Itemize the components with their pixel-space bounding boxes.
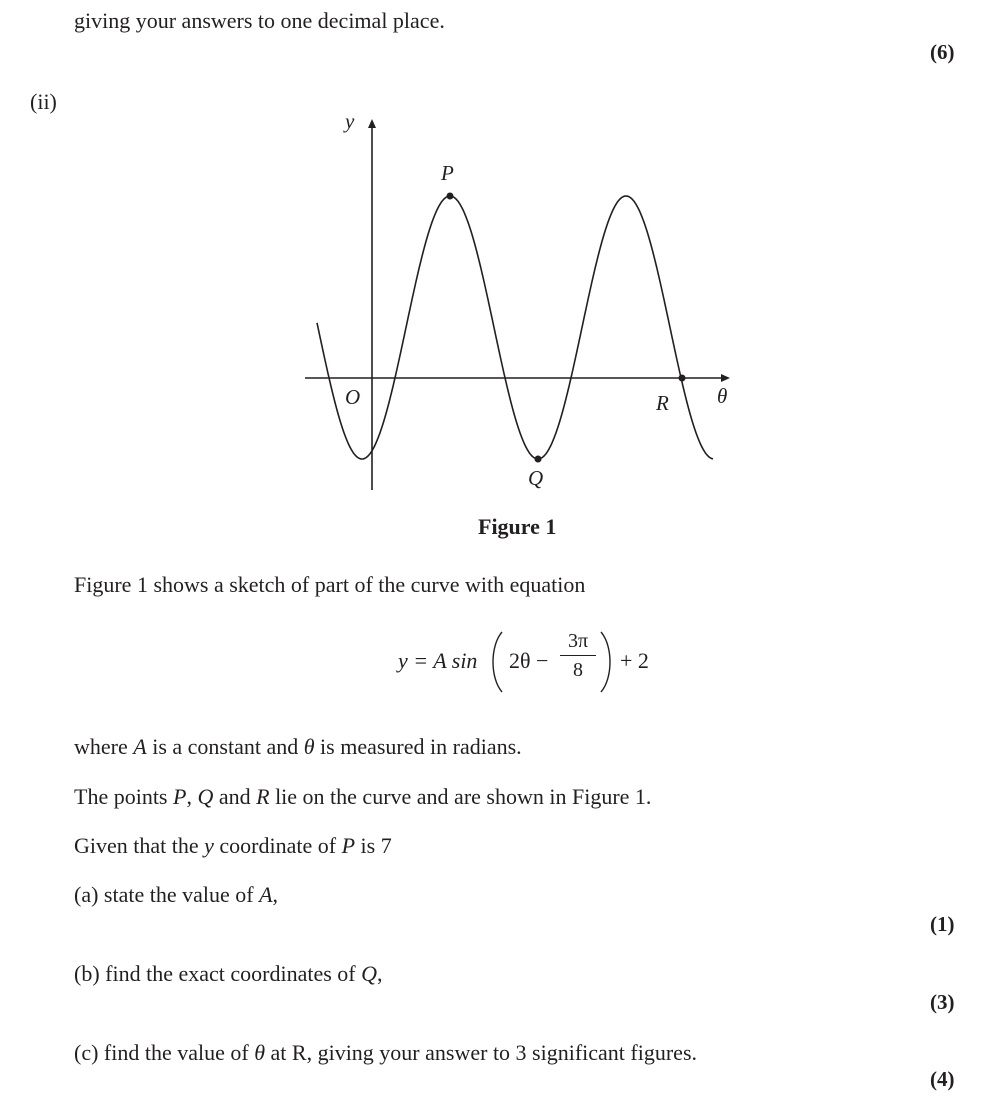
question-a [74,882,278,908]
given-var-p: P [341,833,356,858]
given-mid: coordinate of [213,833,342,858]
question-a-text: state the value of [98,882,260,907]
question-c-label: (c) [74,1040,99,1065]
equation-tail: + 2 [620,648,649,673]
theta-axis-label: θ [717,384,728,408]
where-post: is measured in radians. [314,734,522,759]
question-a-var: A [259,882,273,907]
question-b [74,961,383,987]
points-line [74,784,651,810]
left-bracket [486,630,508,694]
marks-a: (1) [930,912,955,936]
given-line [74,833,392,859]
point-q-label: Q [528,466,544,490]
question-b-var: Q [361,961,378,986]
marks-previous: (6) [930,40,955,64]
where-var-a: A [133,734,147,759]
points-var-q: Q [197,784,214,809]
question-c-var: θ [254,1040,266,1065]
points-pre: The points [74,784,173,809]
points-comma: , [186,784,198,809]
points-var-p: P [173,784,187,809]
top-instruction: giving your answers to one decimal place. [74,8,445,33]
sine-curve [317,196,713,459]
given-pre: Given that the [74,833,205,858]
figure-caption: Figure 1 [478,514,557,539]
point-r-label: R [656,391,669,415]
question-b-text: find the exact coordinates of [99,961,362,986]
where-pre: where [74,734,134,759]
question-c-post: at R, giving your answer to 3 significant figures. [265,1040,698,1065]
question-a-label: (a) [74,882,99,907]
where-var-theta: θ [303,734,315,759]
fraction-numerator: 3π [567,630,589,652]
points-var-r: R [256,784,270,809]
part-label: (ii) [30,89,57,114]
where-mid: is a constant and [146,734,304,759]
point-p-marker [447,193,454,200]
right-bracket [595,630,617,694]
equation-fraction [560,630,596,681]
y-axis-label: y [345,110,355,133]
given-var-y: y [204,833,214,858]
point-q-marker [535,456,542,463]
question-b-post: , [377,961,383,986]
equation-argument: 2θ − [509,648,549,673]
point-p-label: P [441,161,454,185]
equation-lhs: y = A sin [398,648,478,673]
question-c [74,1040,697,1066]
point-r-marker [679,375,686,382]
fraction-denominator: 8 [573,659,583,682]
marks-c: (4) [930,1067,955,1091]
question-b-label: (b) [74,961,100,986]
marks-b: (3) [930,990,955,1014]
fraction-bar [560,655,596,656]
figure-1-graph [295,110,755,500]
points-and: and [213,784,257,809]
question-a-post: , [272,882,279,907]
points-post: lie on the curve and are shown in Figure 1. [269,784,652,809]
given-post: is 7 [355,833,392,858]
origin-label: O [345,385,361,409]
question-c-text: find the value of [98,1040,255,1065]
where-line [74,734,522,760]
intro-text: Figure 1 shows a sketch of part of the curve with equation [74,572,586,597]
